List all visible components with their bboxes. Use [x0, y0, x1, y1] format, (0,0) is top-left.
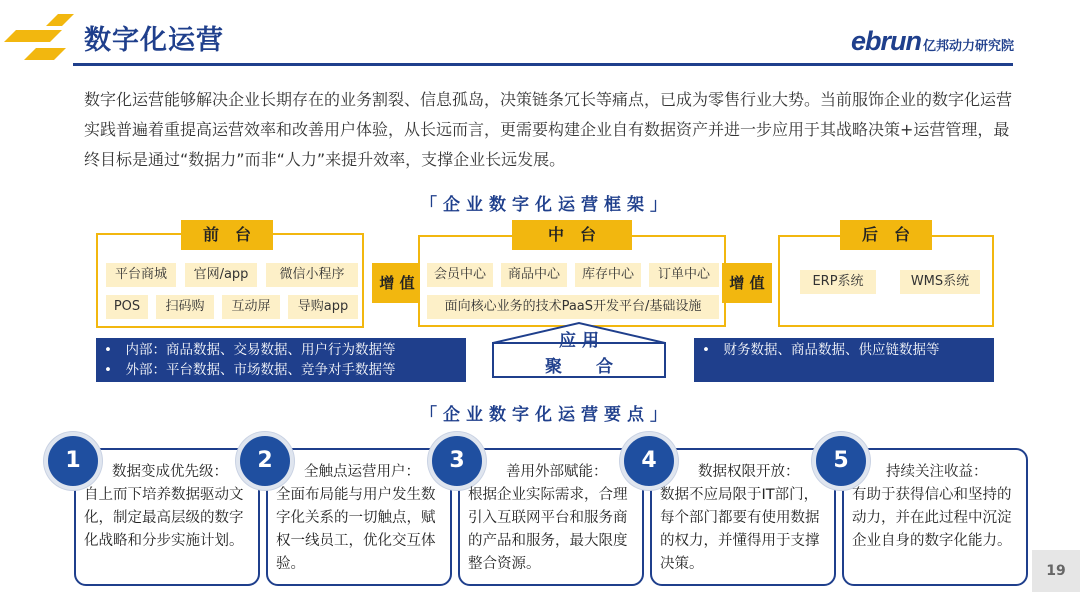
point-number: 2	[236, 432, 294, 490]
back-label: 后 台	[840, 220, 932, 250]
brand-logo	[851, 26, 1014, 57]
value-add-left: 增 值	[372, 263, 422, 303]
data-bar-right	[694, 338, 994, 382]
header-stripe	[24, 48, 66, 60]
front-item: POS	[106, 295, 148, 319]
point-number: 1	[44, 432, 102, 490]
middle-label: 中 台	[512, 220, 632, 250]
framework-title: 「企业数字化运营框架」	[420, 195, 673, 215]
back-item: ERP系统	[800, 270, 876, 294]
points-title: 「企业数字化运营要点」	[420, 405, 673, 425]
front-item: 微信小程序	[266, 263, 358, 287]
header-divider	[73, 63, 1013, 66]
header-stripe	[46, 14, 74, 26]
data-external: • 外部：平台数据、市场数据、竞争对手数据等	[104, 362, 396, 378]
front-item: 互动屏	[222, 295, 280, 319]
point-body: 全面布局能与用户发生数字化关系的一切触点，赋权一线员工，优化交互体验。	[276, 487, 436, 572]
middle-base: 面向核心业务的技术PaaS开发平台/基础设施	[427, 295, 719, 319]
point-number: 4	[620, 432, 678, 490]
page-number: 19	[1032, 550, 1080, 592]
aggregate-label: 聚 合	[545, 357, 613, 377]
data-back: • 财务数据、商品数据、供应链数据等	[702, 342, 940, 358]
point-body: 自上而下培养数据驱动文化，制定最高层级的数字化战略和分步实施计划。	[84, 487, 244, 549]
header-stripe	[4, 30, 62, 42]
point-body: 数据不应局限于IT部门，每个部门都要有使用数据的权力，并懂得用于支撑决策。	[660, 487, 820, 572]
middle-item: 库存中心	[575, 263, 641, 287]
point-title: 全触点运营用户：	[304, 464, 420, 480]
front-item: 平台商城	[106, 263, 176, 287]
logo-subtext: 亿邦动力研究院	[922, 39, 1014, 54]
point-number: 5	[812, 432, 870, 490]
page-title: 数字化运营	[84, 25, 224, 56]
point-body: 有助于获得信心和坚持的动力，并在此过程中沉淀企业自身的数字化能力。	[852, 487, 1012, 549]
front-item: 扫码购	[156, 295, 214, 319]
apply-label: 应 用	[559, 331, 599, 351]
back-item: WMS系统	[900, 270, 980, 294]
intro-paragraph: 数字化运营能够解决企业长期存在的业务割裂、信息孤岛，决策链条冗长等痛点，已成为零售行业大势。当前服饰企业的数字化运营实践普遍着重提高运营效率和改善用户体验，从长远而言，更需要构建企业自有数据资产并进一步应用于其战略决策+运营管理，最终目标是通过“数据力”而非“人力”来提升效率，支撑企业长远发展。	[84, 90, 1013, 169]
point-title: 数据权限开放：	[698, 464, 800, 480]
point-title: 数据变成优先级：	[112, 464, 228, 480]
value-add-right: 增 值	[722, 263, 772, 303]
front-item: 导购app	[288, 295, 358, 319]
data-bar-left	[96, 338, 466, 382]
point-title: 持续关注收益：	[886, 464, 988, 480]
middle-item: 订单中心	[649, 263, 719, 287]
point-body: 根据企业实际需求，合理引入互联网平台和服务商的产品和服务，最大限度整合资源。	[468, 487, 628, 572]
middle-item: 商品中心	[501, 263, 567, 287]
middle-item: 会员中心	[427, 263, 493, 287]
front-label: 前 台	[181, 220, 273, 250]
data-internal: • 内部：商品数据、交易数据、用户行为数据等	[104, 342, 396, 358]
point-number: 3	[428, 432, 486, 490]
front-item: 官网/app	[185, 263, 257, 287]
point-title: 善用外部赋能：	[506, 464, 608, 480]
logo-text: ebrun	[850, 26, 921, 56]
